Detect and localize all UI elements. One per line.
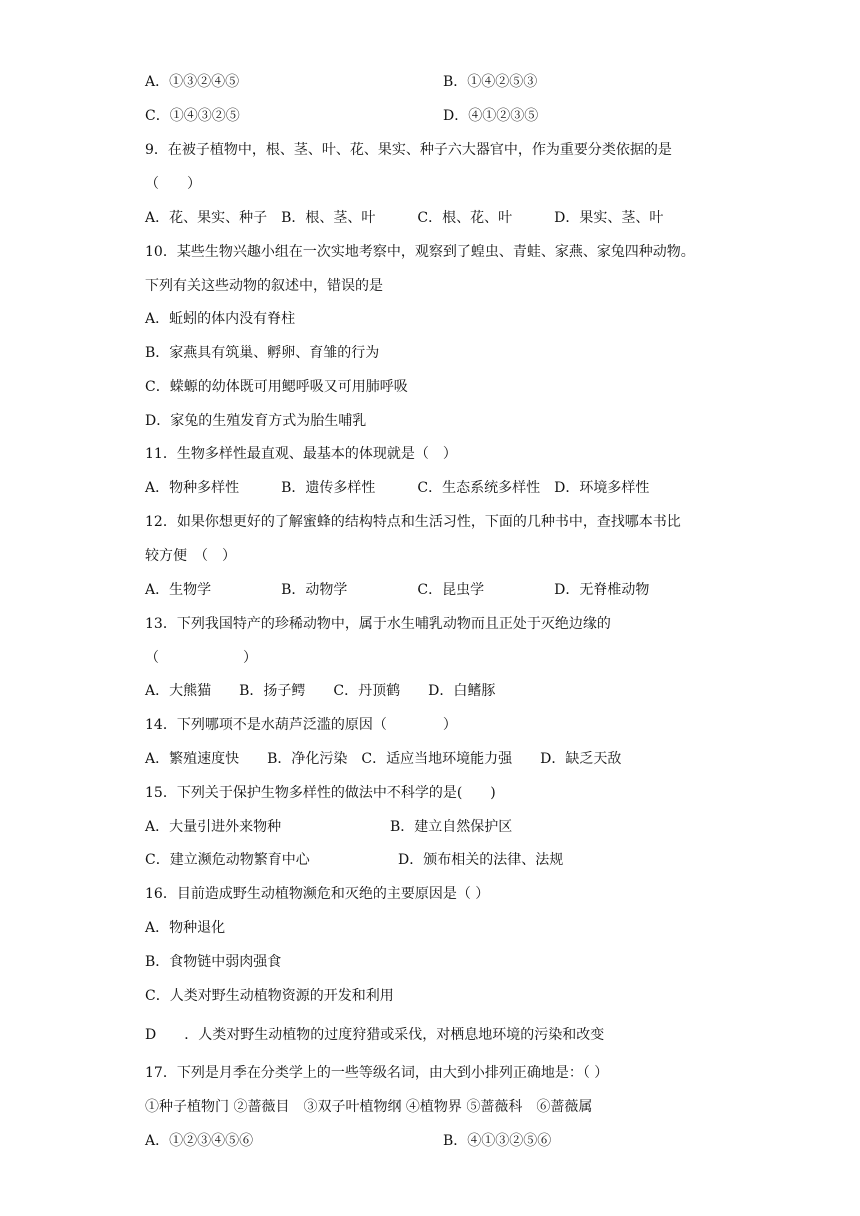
q17-items: ①种子植物门 ②蔷薇目 ③双子叶植物纲 ④植物界 ⑤蔷薇科 ⑥蔷薇属 <box>145 1099 593 1115</box>
q8-option-c: C．①④③②⑤ <box>145 108 240 124</box>
q13-answer-paren: （ ） <box>145 650 257 666</box>
q16-option-c: C．人类对野生动植物资源的开发和利用 <box>145 988 394 1004</box>
q15-option-b: B．建立自然保护区 <box>390 819 513 835</box>
q14-options: A．繁殖速度快 B．净化污染 C．适应当地环境能力强 D．缺乏天敌 <box>145 751 622 767</box>
q10-option-c: C．蝾螈的幼体既可用鳃呼吸又可用肺呼吸 <box>145 379 408 395</box>
q16-option-d: D ．人类对野生动植物的过度狩猎或采伐，对栖息地环境的污染和改变 <box>145 1027 605 1043</box>
q8-option-a: A．①③②④⑤ <box>145 74 240 90</box>
q10-stem-line2: 下列有关这些动物的叙述中，错误的是 <box>145 278 383 294</box>
q17-option-a: A．①②③④⑤⑥ <box>145 1133 254 1149</box>
q16-option-b: B．食物链中弱肉强食 <box>145 954 282 970</box>
q12-stem-line2: 较方便 （ ） <box>145 548 236 564</box>
q15-option-d: D．颁布相关的法律、法规 <box>398 852 564 868</box>
q17-option-b: B．④①③②⑤⑥ <box>443 1133 552 1149</box>
q11-options: A．物种多样性 B．遗传多样性 C．生态系统多样性 D．环境多样性 <box>145 480 650 496</box>
q8-option-d: D．④①②③⑤ <box>443 108 539 124</box>
q10-stem-line1: 10．某些生物兴趣小组在一次实地考察中，观察到了蝗虫、青蛙、家燕、家兔四种动物。 <box>145 244 695 260</box>
q12-options: A．生物学 B．动物学 C．昆虫学 D．无脊椎动物 <box>145 582 650 598</box>
q13-options: A．大熊猫 B．扬子鳄 C．丹顶鹤 D．白鳍豚 <box>145 683 496 699</box>
q15-stem: 15．下列关于保护生物多样性的做法中不科学的是( ) <box>145 785 496 801</box>
q16-stem: 16．目前造成野生动植物濒危和灭绝的主要原因是（ ） <box>145 886 490 902</box>
q9-stem: 9．在被子植物中，根、茎、叶、花、果实、种子六大器官中，作为重要分类依据的是 <box>145 142 672 158</box>
q12-stem-line1: 12．如果你想更好的了解蜜蜂的结构特点和生活习性，下面的几种书中，查找哪本书比 <box>145 514 681 530</box>
q15-option-a: A．大量引进外来物种 <box>145 819 282 835</box>
q9-answer-paren: （ ） <box>145 176 201 192</box>
q14-stem: 14．下列哪项不是水葫芦泛滥的原因（ ） <box>145 717 457 733</box>
q9-options: A．花、果实、种子 B．根、茎、叶 C．根、花、叶 D．果实、茎、叶 <box>145 210 664 226</box>
q8-option-b: B．①④②⑤③ <box>443 74 538 90</box>
q10-option-b: B．家燕具有筑巢、孵卵、育雏的行为 <box>145 345 380 361</box>
q15-option-c: C．建立濒危动物繁育中心 <box>145 852 310 868</box>
q11-stem: 11．生物多样性最直观、最基本的体现就是（ ） <box>145 446 457 462</box>
q10-option-d: D．家兔的生殖发育方式为胎生哺乳 <box>145 413 367 429</box>
q16-option-a: A．物种退化 <box>145 920 226 936</box>
q17-stem: 17．下列是月季在分类学上的一些等级名词，由大到小排列正确地是：（ ） <box>145 1065 609 1081</box>
q10-option-a: A．蚯蚓的体内没有脊柱 <box>145 311 296 327</box>
q13-stem: 13．下列我国特产的珍稀动物中，属于水生哺乳动物而且正处于灭绝边缘的 <box>145 616 611 632</box>
